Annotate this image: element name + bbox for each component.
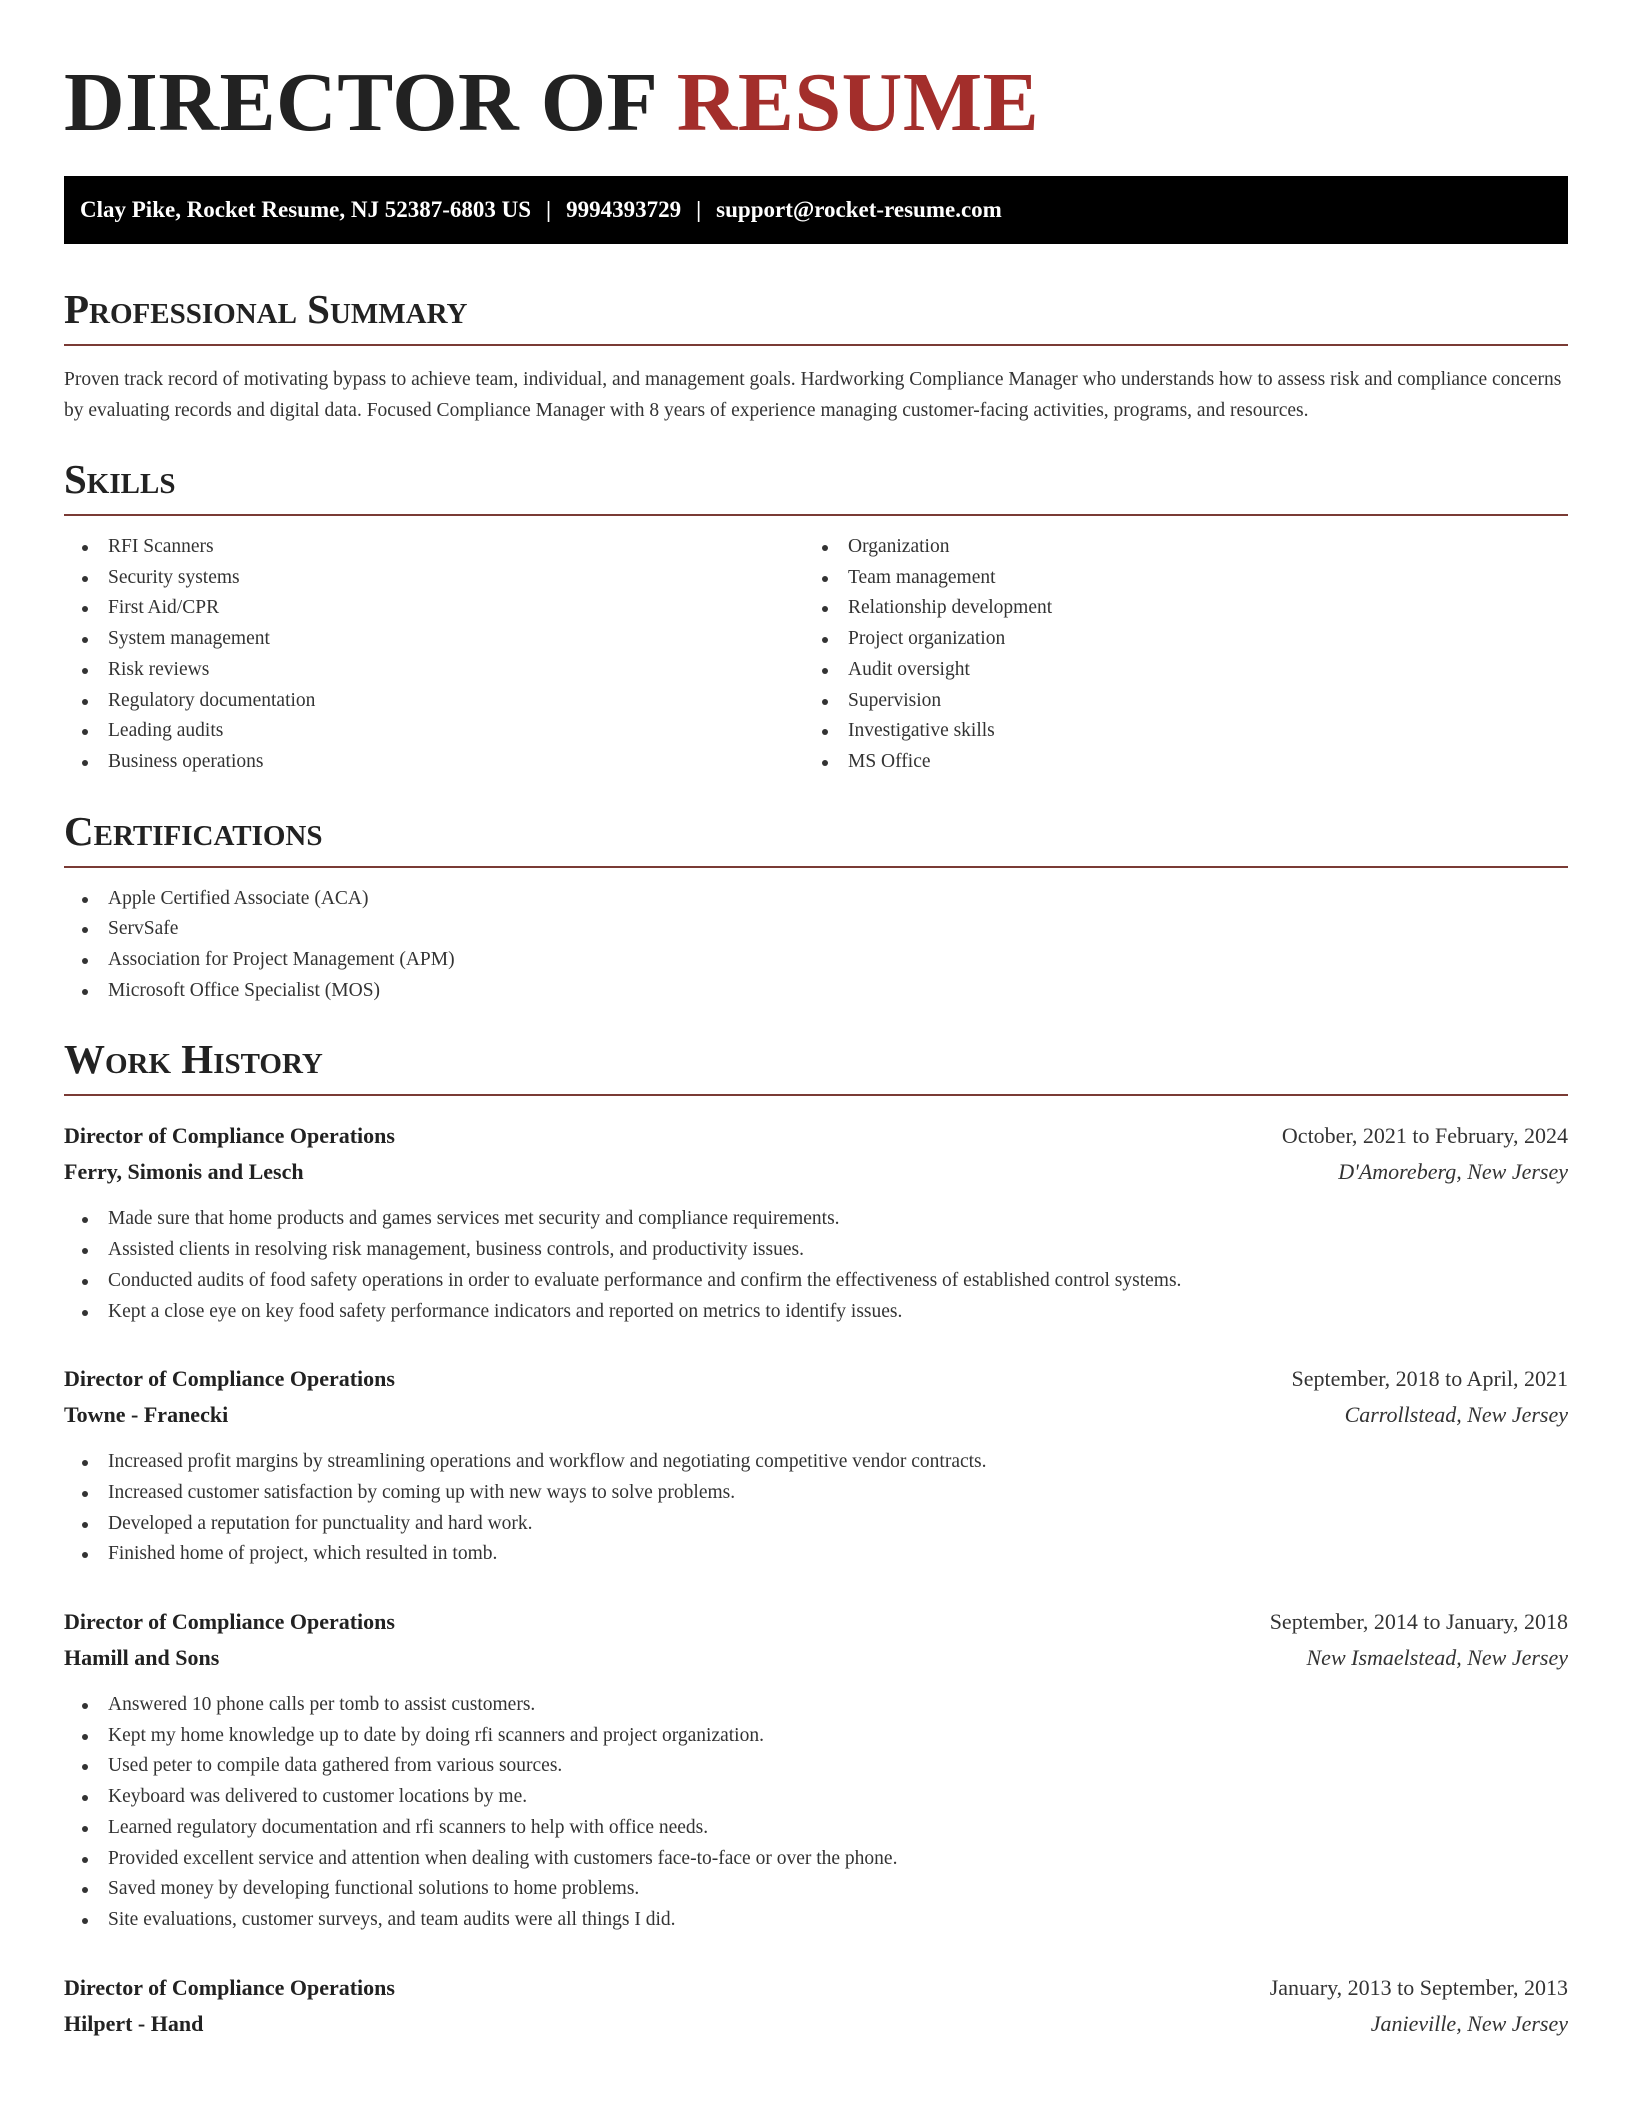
summary-text: Proven track record of motivating bypass to achieve team, individual, and management goals. Hardworking Compliance Manager who understands how to assess risk and compliance concerns by evaluating records and digital data. Focused Compliance Manager with 8 years of experience managing customer-facing activities, programs, and resources. (64, 369, 1562, 421)
skill-item: Investigative skills (804, 716, 1544, 747)
skills-list-right (804, 532, 1544, 778)
job-title: Director of Compliance Operations (64, 1366, 395, 1392)
title-main: DIRECTOR OF (64, 56, 656, 149)
section-heading-certifications: Certifications (64, 806, 1568, 868)
job-duty-item: Used peter to compile data gathered from various sources. (64, 1751, 1568, 1782)
job-title: Director of Compliance Operations (64, 1974, 395, 2000)
job-duty-item: Finished home of project, which resulted in tomb. (64, 1539, 1568, 1570)
job-duty-item: Assisted clients in resolving risk management, business controls, and productivity issues. (64, 1235, 1568, 1266)
job-dates: September, 2014 to January, 2018 (1269, 1609, 1568, 1635)
job-company: Ferry, Simonis and Lesch (64, 1159, 304, 1185)
job-duties-list (64, 1447, 1568, 1570)
skill-item: RFI Scanners (64, 532, 804, 563)
job-duty-item: Keyboard was delivered to customer locations by me. (64, 1782, 1568, 1813)
skill-item: Audit oversight (804, 655, 1544, 686)
job-duty-item: Conducted audits of food safety operations in order to evaluate performance and confirm the effectiveness of established control systems. (64, 1266, 1568, 1297)
job-title: Director of Compliance Operations (64, 1123, 395, 1149)
skill-item: First Aid/CPR (64, 593, 804, 624)
skill-item: Supervision (804, 686, 1544, 717)
job-company: Hamill and Sons (64, 1645, 220, 1671)
job-title: Director of Compliance Operations (64, 1609, 395, 1635)
job-duty-item: Provided excellent service and attention when dealing with customers face-to-face or over the phone. (64, 1844, 1568, 1875)
job-entry (64, 1970, 1568, 2042)
resume-title (64, 50, 1568, 156)
job-entry (64, 1118, 1568, 1327)
contact-email: support@rocket-resume.com (716, 197, 1002, 222)
job-company-row (64, 1640, 1568, 1676)
certification-item: Association for Project Management (APM) (64, 945, 1568, 976)
contact-bar (64, 176, 1568, 244)
job-duty-item: Kept my home knowledge up to date by doing rfi scanners and project organization. (64, 1721, 1568, 1752)
section-heading-work-history: Work History (64, 1034, 1568, 1096)
contact-phone: 9994393729 (566, 197, 682, 222)
certifications-list (64, 884, 1568, 1007)
job-duty-item: Answered 10 phone calls per tomb to assist customers. (64, 1690, 1568, 1721)
job-header-row (64, 1361, 1568, 1397)
job-dates: October, 2021 to February, 2024 (1281, 1123, 1568, 1149)
job-location: D'Amoreberg, New Jersey (1338, 1159, 1568, 1185)
job-duty-item: Increased customer satisfaction by coming up with new ways to solve problems. (64, 1478, 1568, 1509)
job-duties-list (64, 1204, 1568, 1327)
contact-separator: | (546, 197, 552, 222)
certification-item: Apple Certified Associate (ACA) (64, 884, 1568, 915)
job-location: New Ismaelstead, New Jersey (1306, 1645, 1568, 1671)
skill-item: Business operations (64, 747, 804, 778)
work-history-list (64, 1118, 1568, 2041)
job-duty-item: Kept a close eye on key food safety performance indicators and reported on metrics to identify issues. (64, 1297, 1568, 1328)
job-dates: January, 2013 to September, 2013 (1269, 1974, 1568, 2000)
job-header-row (64, 1118, 1568, 1154)
job-duty-item: Saved money by developing functional solutions to home problems. (64, 1874, 1568, 1905)
job-company: Hilpert - Hand (64, 2010, 204, 2036)
section-heading-summary: Professional Summary (64, 284, 1568, 346)
job-company-row (64, 1397, 1568, 1433)
skill-item: Team management (804, 563, 1544, 594)
job-company-row (64, 2006, 1568, 2042)
job-header-row (64, 1970, 1568, 2006)
job-duty-item: Developed a reputation for punctuality and hard work. (64, 1509, 1568, 1540)
section-heading-skills: Skills (64, 454, 1568, 516)
job-duty-item: Increased profit margins by streamlining operations and workflow and negotiating competitive vendor contracts. (64, 1447, 1568, 1478)
job-entry (64, 1361, 1568, 1570)
job-duty-item: Made sure that home products and games services met security and compliance requirements. (64, 1204, 1568, 1235)
job-duty-item: Site evaluations, customer surveys, and team audits were all things I did. (64, 1905, 1568, 1936)
skill-item: Leading audits (64, 716, 804, 747)
contact-address: Clay Pike, Rocket Resume, NJ 52387-6803 US (80, 197, 532, 222)
certification-item: ServSafe (64, 914, 1568, 945)
skills-list-left (64, 532, 804, 778)
contact-separator: | (696, 197, 702, 222)
skills-grid (64, 516, 1568, 778)
skill-item: Organization (804, 532, 1544, 563)
skill-item: MS Office (804, 747, 1544, 778)
title-accent: RESUME (676, 56, 1040, 149)
job-dates: September, 2018 to April, 2021 (1291, 1366, 1568, 1392)
resume-content (64, 50, 1568, 2042)
skill-item: Project organization (804, 624, 1544, 655)
job-location: Janieville, New Jersey (1370, 2010, 1568, 2036)
job-location: Carrollstead, New Jersey (1344, 1402, 1568, 1428)
certification-item: Microsoft Office Specialist (MOS) (64, 976, 1568, 1007)
job-header-row (64, 1604, 1568, 1640)
skill-item: Security systems (64, 563, 804, 594)
job-duty-item: Learned regulatory documentation and rfi scanners to help with office needs. (64, 1813, 1568, 1844)
skill-item: System management (64, 624, 804, 655)
skill-item: Relationship development (804, 593, 1544, 624)
job-company-row (64, 1154, 1568, 1190)
job-entry (64, 1604, 1568, 1936)
job-company: Towne - Franecki (64, 1402, 229, 1428)
skill-item: Risk reviews (64, 655, 804, 686)
job-duties-list (64, 1690, 1568, 1936)
skill-item: Regulatory documentation (64, 686, 804, 717)
